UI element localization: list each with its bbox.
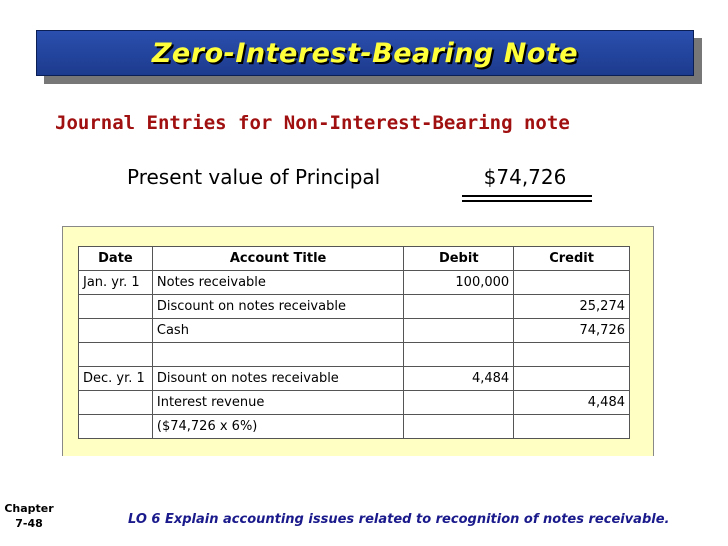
table-row bbox=[79, 319, 630, 343]
row-account: Disount on notes receivable bbox=[152, 367, 403, 391]
title-bar bbox=[36, 30, 694, 76]
double-underline-bottom bbox=[462, 200, 592, 202]
slide-subtitle: Journal Entries for Non-Interest-Bearing note bbox=[55, 112, 570, 134]
table-row bbox=[79, 271, 630, 295]
row-account: Interest revenue bbox=[152, 391, 403, 415]
row-date bbox=[79, 415, 153, 439]
row-date: Dec. yr. 1 bbox=[79, 367, 153, 391]
row-date bbox=[79, 343, 153, 367]
row-account: Cash bbox=[152, 319, 403, 343]
slide-title: Zero-Interest-Bearing Note bbox=[151, 37, 579, 69]
row-date: Jan. yr. 1 bbox=[79, 271, 153, 295]
table-row bbox=[79, 391, 630, 415]
header-date: Date bbox=[79, 247, 153, 271]
chapter-label bbox=[4, 501, 54, 531]
row-account bbox=[152, 343, 403, 367]
row-date bbox=[79, 391, 153, 415]
table-row bbox=[79, 343, 630, 367]
header-account-title: Account Title bbox=[152, 247, 403, 271]
journal-header-row bbox=[79, 247, 630, 271]
table-row bbox=[79, 367, 630, 391]
chapter-text: Chapter bbox=[4, 502, 54, 515]
header-credit: Credit bbox=[514, 247, 630, 271]
row-credit: 4,484 bbox=[514, 391, 630, 415]
present-value-amount: $74,726 bbox=[483, 165, 567, 189]
row-debit bbox=[404, 415, 514, 439]
table-row bbox=[79, 415, 630, 439]
row-debit: 100,000 bbox=[404, 271, 514, 295]
row-credit bbox=[514, 271, 630, 295]
row-account: ($74,726 x 6%) bbox=[152, 415, 403, 439]
row-credit bbox=[514, 367, 630, 391]
row-debit bbox=[404, 295, 514, 319]
row-date bbox=[79, 319, 153, 343]
journal-table bbox=[78, 246, 630, 439]
double-underline-top bbox=[462, 195, 592, 197]
row-account: Notes receivable bbox=[152, 271, 403, 295]
row-debit: 4,484 bbox=[404, 367, 514, 391]
row-debit bbox=[404, 343, 514, 367]
learning-objective: LO 6 Explain accounting issues related to recognition of notes receivable. bbox=[128, 512, 670, 527]
row-credit: 25,274 bbox=[514, 295, 630, 319]
row-date bbox=[79, 295, 153, 319]
table-row bbox=[79, 295, 630, 319]
row-debit bbox=[404, 391, 514, 415]
present-value-label: Present value of Principal bbox=[127, 165, 381, 189]
row-credit bbox=[514, 343, 630, 367]
row-credit bbox=[514, 415, 630, 439]
chapter-number: 7-48 bbox=[15, 517, 43, 530]
header-debit: Debit bbox=[404, 247, 514, 271]
row-credit: 74,726 bbox=[514, 319, 630, 343]
row-debit bbox=[404, 319, 514, 343]
row-account: Discount on notes receivable bbox=[152, 295, 403, 319]
